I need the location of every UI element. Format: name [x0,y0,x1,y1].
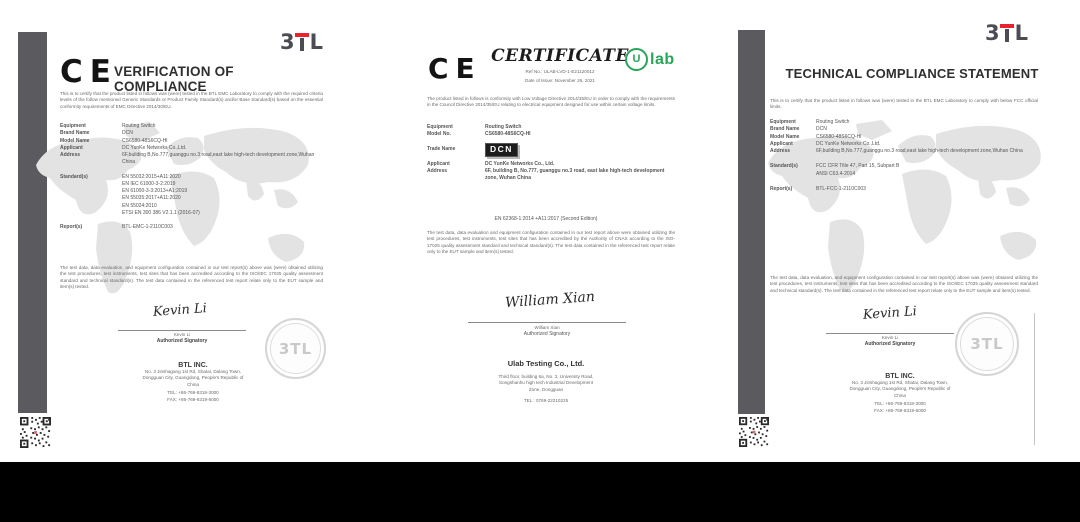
table-row: Applicant DC YunKe Networks Co.,Ltd. [60,144,187,151]
table-row: Applicant DC YunKe Networks Co., Ltd. [427,160,555,167]
table-row: Address 6F,building B,No.777,guanggu no.3 road,east lake high-tech development zone,Wuhan China [60,152,315,166]
disclaimer-paragraph: The test data, data evaluation, and equipment configuration contained in our test report(s) above was (were) obtained utilizing the test procedures, test instruments, test sites that has been accredited according to the ISO/IEC 17025 quality assessment standard and technical standard(s). The test data contained in the referenced test report relate only to the EUT sample and item(s) tested. [770,275,1038,293]
signatory-role: Authorized Signatory [864,340,916,347]
issuer-block: Ulab Testing Co., Ltd. Third floor, building 6a, No. 3, University Road, Songshanhu high tech Industrial Development Zone, Dongguan TEL : 0769-22210225 [456,359,636,405]
signature-line [118,330,246,331]
intro-paragraph: This is to certify that the product listed in follows was (were) tested in the BTL EMC Laboratory to comply with the required criteria levels of the follow mentioned Generic Standards or Product Family Standard(s) and/or Base Standard(s) based on the essential conformity requirements of EMC Directive 2014/30/EU. [60,91,323,109]
page-title: CERTIFICATE [491,46,629,66]
signatory-name: Kevin Li [173,332,191,337]
table-row: Model No. CS6580-48S6CQ-HI [427,131,531,138]
disclaimer-paragraph: The test data, data evaluation and equipment configuration contained in our test report above were obtained utilizing the test procedures, test instruments, test sites that has been accredited by the Authority of CNAS according to the ISO-17025 quality assessment standard and technical standard(s). The test data contained in the referenced test report relate only to the EUT sample and item(s) tested. [427,230,675,255]
cert-verification-of-compliance [18,15,333,457]
table-row: Model Name CS6580-48S6CQ-HI [770,133,862,140]
table-row: Equipment Routing Switch [427,124,522,130]
cert-technical-compliance-statement [738,13,1068,457]
standards-row: Standard(s) FCC CFR Title 47, Part 15, Subpart B ANSI C63.4-2014 [770,163,1038,178]
table-row: Brand Name DCN [60,130,133,137]
standard-line: EN 62368-1:2014 +A11:2017 (Second Edition) [494,216,598,222]
issuer-name: BTL INC. [178,362,208,369]
signature-william-xian: William Xian [504,288,596,312]
table-row: Brand Name DCN [770,126,827,133]
qr-code [739,417,769,447]
ce-mark-icon: CE [60,54,118,90]
signature-kevin-li: Kevin Li [862,304,918,323]
signatory-role: Authorized Signatory [523,331,571,337]
trade-name-row: Trade Name DCN [427,143,677,157]
btl-logo: 3 L [279,30,323,54]
intro-paragraph: This is to certify that the product listed in follows was (were) tested in the BTL EMC Laboratory to comply with below FCC official limits. [770,98,1038,110]
ce-mark-icon: CE [428,52,482,85]
table-row: Address 6F, building B, No.777, guanggu no.3 road, east lake high-tech development zone, Wuhan China [427,168,665,182]
ulab-logo: U lab [625,48,675,71]
report-row: Report(s) BTL-FCC-1-2110C003 [770,185,866,192]
dcn-logo: DCN [485,143,518,157]
table-row: Equipment Routing Switch [60,123,156,129]
signatory-name: William Xian [534,324,560,330]
btl-logo-t [296,32,309,52]
table-row: Equipment Routing Switch [770,119,850,125]
report-row: Report(s) BTL-EMC-1-2110C003 [60,224,173,230]
signatory-name: Kevin Li [881,335,899,340]
signature-line [468,322,626,323]
standards-list: FCC CFR Title 47, Part 15, Subpart B ANSI C63.4-2014 [816,163,900,177]
table-row: Applicant DC YunKe Networks Co.,Ltd. [770,140,881,147]
disclaimer-paragraph: The test data, data evaluation, and equipment configuration contained in our test report(s) above was (were) obtained utilizing the test procedures, test instruments, test sites that has been accredited according to the ISO/IEC 17025 quality assessment standard and technical standard(s). The test data contained in the referenced test report relate only to the EUT sample and item(s) tested. [60,265,323,290]
equipment-table [427,124,677,183]
issuer-block: BTL INC. No. 3 Jinshagang 1st Rd, Shatai, Dalang Town, Dongguan City, Guangdong, People's Republic of China TEL: +86-769-8318-3000 FAX: +86-769-8319-6000 [108,362,278,403]
btl-logo: 3 L [984,21,1028,45]
signature-line [826,333,954,334]
qr-code [20,417,51,448]
ulab-logo-circle: U [625,48,648,71]
date-of-issue: Date of Issue: November 26, 2021 [525,78,595,83]
btl-logo-t [1001,23,1014,43]
btl-seal: 3TL [265,318,326,379]
standards-list: EN 55032:2015+A11:2020 EN IEC 61000-3-2:2019 EN 61000-3-3:2013+A1:2019 EN 55035:2017+A11:2020 EN 55024:2010 ETSI EN 300 386 V2.1.1 (2016-07) [122,173,200,216]
bottom-black-bar [0,462,1080,522]
intro-paragraph: The product listed in follows is conformity with Low Voltage Directive 2014/35/EU in order to comply with the requirements in the Council Directive 2014/35/EU relating to electrical equipment designed for use within certain voltage limits. [427,96,675,108]
page-title: VERIFICATION OF COMPLIANCE [114,64,234,94]
signature-kevin-li: Kevin Li [152,301,208,320]
standards-row: Standard(s) EN 55032:2015+A11:2020 EN IEC 61000-3-2:2019 EN 61000-3-3:2013+A1:2019 EN 55035:2017+A11:2020 EN 55024:2010 ETSI EN 300 386 V2.1.1 (2016-07) [60,174,323,218]
equipment-table [60,123,323,231]
issuer-name: Ulab Testing Co., Ltd. [507,359,585,368]
page-title: TECHNICAL COMPLIANCE STATEMENT [785,66,1039,81]
ref-no: Ref No.: ULAB-LVD-1-E21120012 [525,69,595,74]
issuer-name: BTL INC. [885,373,915,380]
btl-seal: 3TL [955,312,1019,376]
table-row: Address 6F,building B,No.777,guanggu no.3 road,east lake high-tech development zone,Wuhan China [770,148,1023,154]
equipment-table [770,119,1038,193]
issuer-block: BTL INC. No. 3 Jinshagang 1st Rd, Shatai, Dalang Town, Dongguan City, Guangdong, People's Republic of China TEL: +86-769-8318-3000 FAX: +86-769-8319-6000 [818,373,982,414]
cert-ulab-certificate [390,28,702,442]
signatory-role: Authorized Signatory [156,337,208,344]
table-row: Model Name CS6580-48S6CQ-HI [60,137,168,144]
right-edge-rule [1034,313,1035,445]
